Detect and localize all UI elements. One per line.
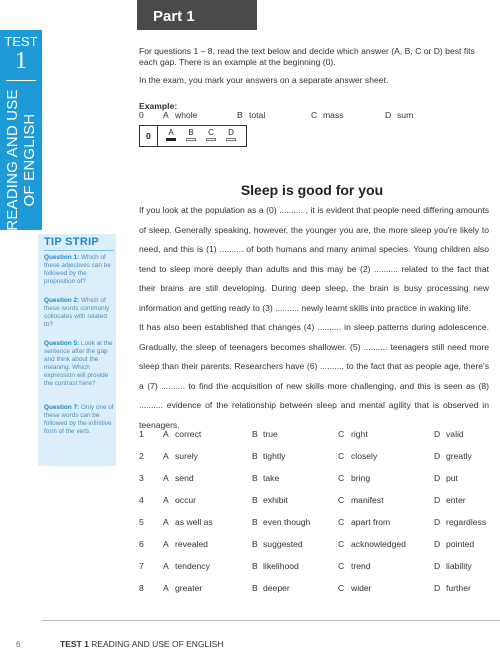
question-row: 2 A surely B tightly C closely D greatly	[139, 451, 472, 461]
example-letter-c: C	[311, 110, 318, 120]
answer-option-d: D	[225, 128, 237, 141]
question-row: 6 A revealed B suggested C acknowledged D pointed	[139, 539, 475, 549]
example-number: 0	[139, 110, 144, 120]
example-answer-box	[139, 125, 247, 147]
section-label: READING AND USE OF ENGLISH	[4, 89, 38, 231]
tip-strip-divider	[44, 250, 114, 251]
test-label: TEST	[4, 34, 38, 49]
tip-question-7: Question 7: Only one of these words can be followed by the infinitive form of the verb.	[44, 404, 114, 435]
example-word-a: whole	[175, 110, 198, 120]
answer-box-number: 0	[146, 131, 151, 141]
answer-option-c: C	[205, 128, 217, 141]
sidebar-divider	[6, 80, 36, 81]
question-row: 4 A occur B exhibit C manifest D enter	[139, 495, 466, 505]
footer-title: TEST 1 READING AND USE OF ENGLISH	[60, 639, 224, 649]
example-letter-b: B	[237, 110, 243, 120]
question-row: 1 A correct B true C right D valid	[139, 429, 464, 439]
example-title: Example:	[139, 101, 178, 111]
passage-paragraph-2: It has also been established that changes (4) .......... in sleep patterns during adolescence. Gradually, the sleep of teenagers becomes shallower. (5) .......... teenagers still need more sleep than their parents. Researchers have (6) .......... to the fact that as people age, there's a (7) .......... to find the acquisition of new skills more challenging, and this is seen as (8) .......... evidence of the relationship between sleep and mental agility that is observed in teenagers.	[139, 322, 489, 430]
passage-paragraph-1: If you look at the population as a (0) .......... , it is evident that people need differing amounts of sleep. Generally speaking, however, the younger you are, the more sleep you're likely to need, and this is (1) .......... of both humans and many animal species. Young children also tend to sleep more deeply than adults and this may be (2) .......... related to the fact that their brains are still developing. During deep sleep, the brain is busy processing new information and getting ready to (3) .......... newly learnt skills into practice in waking life.	[139, 205, 489, 313]
page-number: 6	[16, 640, 21, 649]
example-word-b: total	[249, 110, 266, 120]
tip-question-2: Question 2: Which of these words commonly collocates with related to?	[44, 297, 110, 328]
answer-box-divider	[157, 126, 158, 146]
instructions-answer-sheet: In the exam, you mark your answers on a separate answer sheet.	[139, 75, 389, 85]
example-letter-d: D	[385, 110, 392, 120]
answer-option-b: B	[185, 128, 197, 141]
example-letter-a: A	[163, 110, 169, 120]
instructions-text: For questions 1 – 8, read the text below and decide which answer (A, B, C or D) best fits each gap. There is an example at the beginning (0).	[139, 46, 475, 67]
question-row: 3 A send B take C bring D put	[139, 473, 458, 483]
part-header: Part 1	[137, 0, 257, 30]
footer-divider	[42, 620, 500, 621]
tip-question-1: Question 1: Which of these adjectives can be followed by the preposition of?	[44, 254, 111, 285]
example-word-d: sum	[397, 110, 414, 120]
question-row: 7 A tendency B likelihood C trend D liability	[139, 561, 472, 571]
example-word-c: mass	[323, 110, 344, 120]
example-options	[139, 110, 489, 122]
test-number: 1	[15, 48, 27, 74]
question-row: 5 A as well as B even though C apart from D regardless	[139, 517, 487, 527]
answer-option-a: A	[165, 128, 177, 141]
passage-title: Sleep is good for you	[240, 182, 384, 198]
tip-question-5: Question 5: Look at the sentence after the gap and think about the meaning. Which expression will provide the contrast here?	[44, 340, 113, 387]
question-row: 8 A greater B deeper C wider D further	[139, 583, 471, 593]
tip-strip-title: TIP STRIP	[44, 236, 100, 248]
